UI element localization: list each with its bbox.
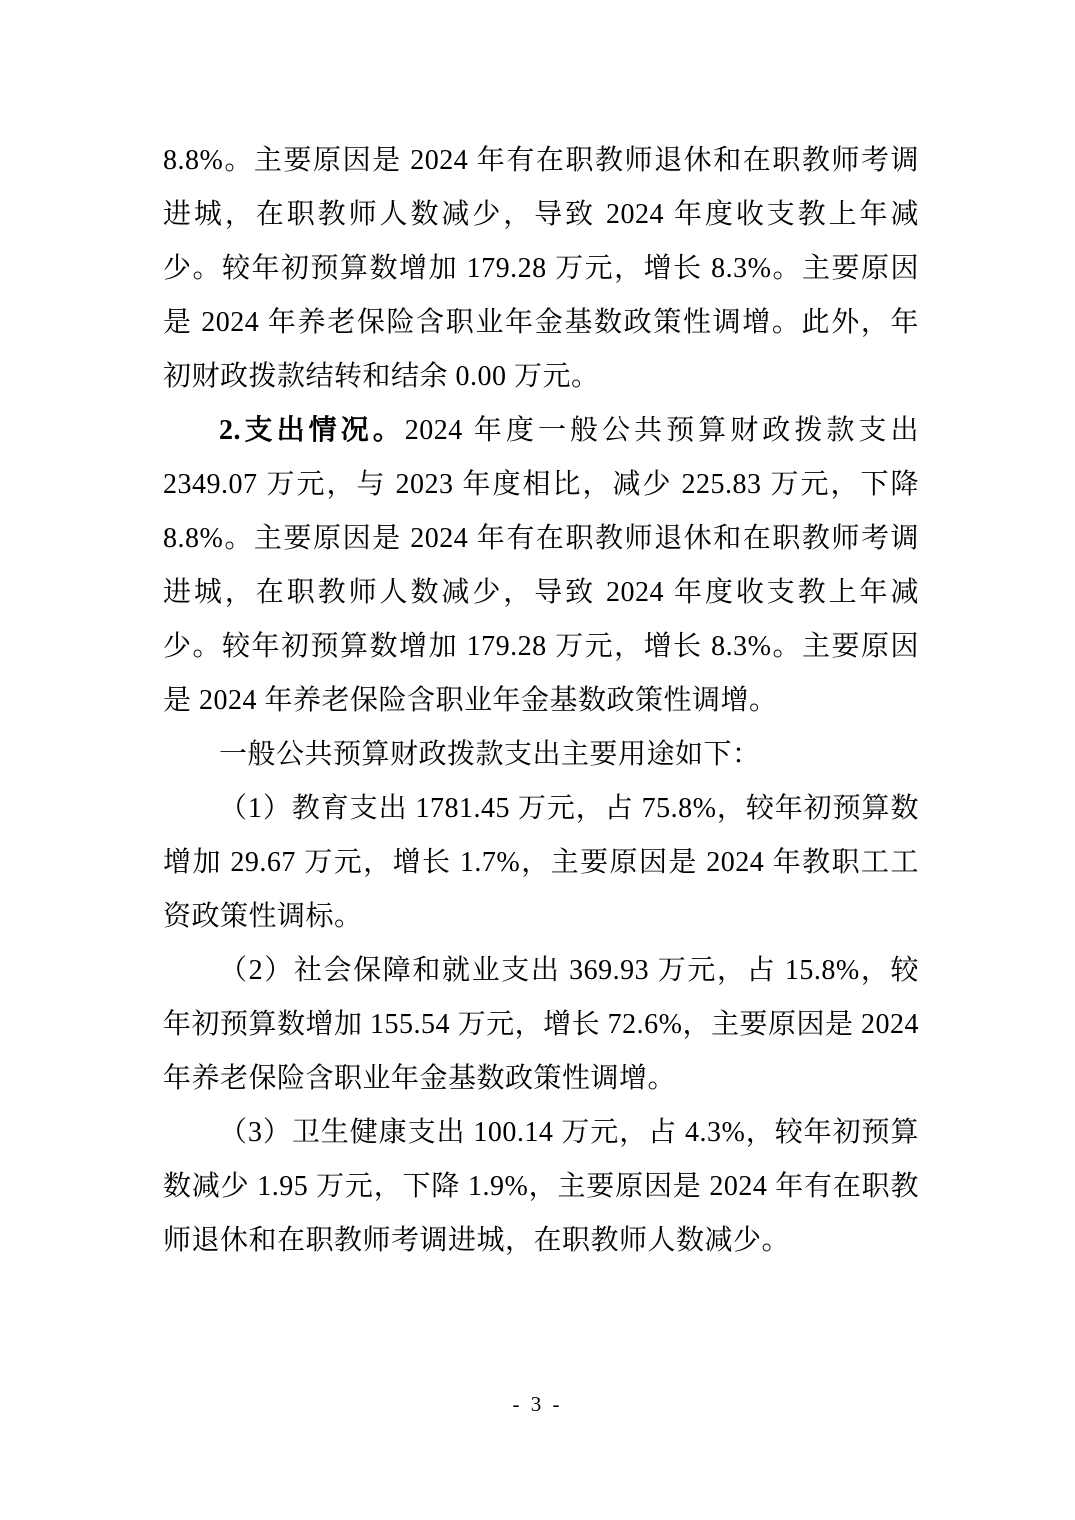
document-body bbox=[163, 134, 919, 1268]
page-number: - 3 - bbox=[512, 1392, 563, 1416]
paragraph-usage-intro: 一般公共预算财政拨款支出主要用途如下： bbox=[219, 739, 761, 770]
paragraph-item-2-social-security: （2）社会保障和就业支出 369.93 万元，占 15.8%，较年初预算数增加 155.54 万元，增长 72.6%，主要原因是 2024 年养老保险含职业年金基数政策性调增。 bbox=[163, 955, 919, 1094]
paragraph-item-3-health: （3）卫生健康支出 100.14 万元，占 4.3%，较年初预算数减少 1.95 万元，下降 1.9%，主要原因是 2024 年有在职教师退休和在职教师考调进城，在职教师人数减少。 bbox=[163, 1117, 919, 1256]
paragraph-expenditure-overview bbox=[163, 404, 919, 728]
paragraph-expenditure-overview-text: 2024 年度一般公共预算财政拨款支出 2349.07 万元，与 2023 年度相比，减少 225.83 万元，下降 8.8%。主要原因是 2024 年有在职教师退休和在职教师考调进城，在职教师人数减少，导致 2024 年度收支教上年减少。较年初预算数增加 179.28 万元，增长 8.3%。主要原因是 2024 年养老保险含职业年金基数政策性调增。 bbox=[163, 415, 919, 716]
paragraph-item-1-education: （1）教育支出 1781.45 万元，占 75.8%，较年初预算数增加 29.67 万元，增长 1.7%，主要原因是 2024 年教职工工资政策性调标。 bbox=[163, 793, 919, 932]
paragraph-income-continuation: 8.8%。主要原因是 2024 年有在职教师退休和在职教师考调进城，在职教师人数减少，导致 2024 年度收支教上年减少。较年初预算数增加 179.28 万元，增长 8.3%。主要原因是 2024 年养老保险含职业年金基数政策性调增。此外，年初财政拨款结转和结余 0.00 万元。 bbox=[163, 145, 919, 392]
paragraph-lead-expenditure-heading: 2.支出情况。 bbox=[219, 415, 405, 446]
